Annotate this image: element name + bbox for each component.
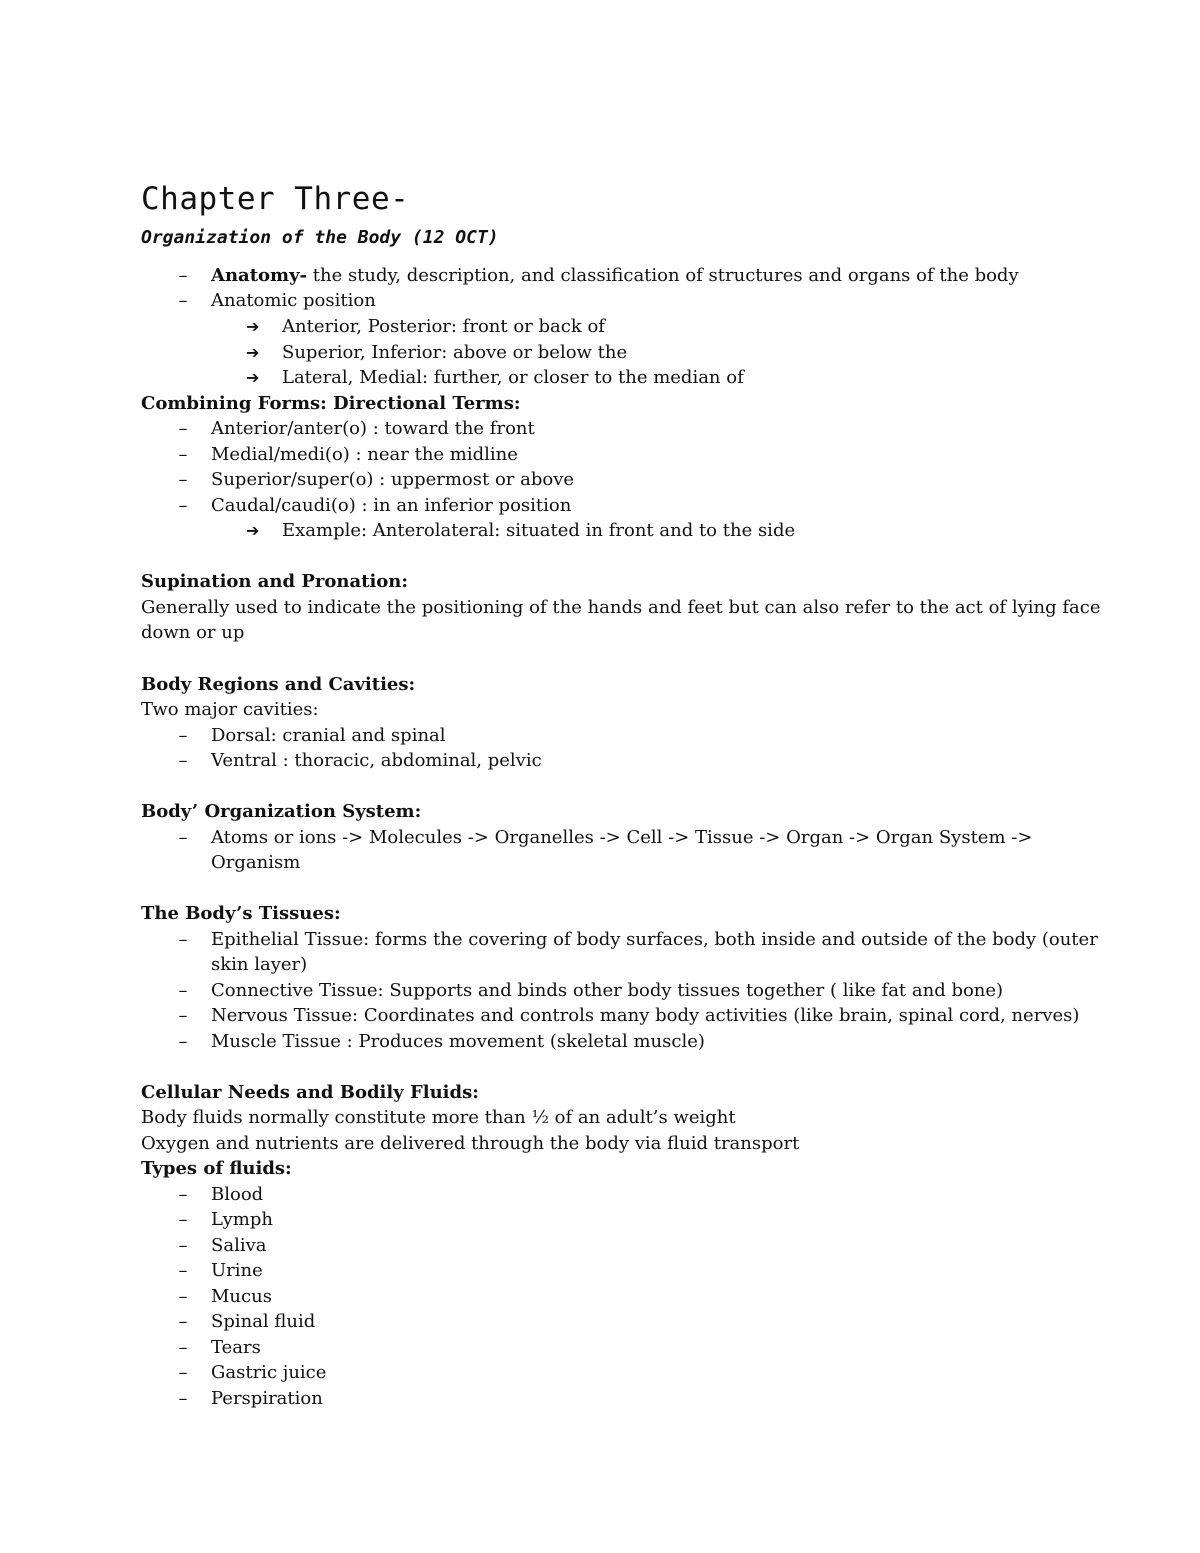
bullet-dash: – — [178, 929, 188, 950]
list-item: Tears — [211, 1337, 261, 1358]
section-heading-fluids: Cellular Needs and Bodily Fluids: — [141, 1082, 479, 1103]
bullet-dash: – — [178, 1031, 188, 1052]
arrow-bullet-icon: ➔ — [246, 343, 260, 362]
list-item: Superior/super(o) : uppermost or above — [211, 469, 575, 490]
list-item: Lymph — [211, 1209, 273, 1230]
sub-item: Lateral, Medial: further, or closer to the median of — [282, 367, 744, 388]
list-item: Epithelial Tissue: forms the covering of body surfaces, both inside and outside of the body (outer — [211, 929, 1098, 950]
page-subtitle: Organization of the Body (12 OCT) — [141, 227, 499, 248]
paragraph-line: Oxygen and nutrients are delivered through the body via fluid transport — [141, 1133, 800, 1154]
arrow-bullet-icon: ➔ — [246, 317, 260, 336]
list-item: Ventral : thoracic, abdominal, pelvic — [211, 750, 542, 771]
bullet-dash: – — [178, 1235, 188, 1256]
list-item: Gastric juice — [211, 1362, 327, 1383]
bullet-dash: – — [178, 1337, 188, 1358]
section-heading-body-regions: Body Regions and Cavities: — [141, 674, 416, 695]
paragraph-line: Generally used to indicate the positioning of the hands and feet but can also refer to the act of lying face — [141, 597, 1101, 618]
bullet-dash: – — [178, 495, 188, 516]
bullet-dash: – — [178, 1005, 188, 1026]
bullet-dash: – — [178, 444, 188, 465]
list-item-anatomic-position: Anatomic position — [211, 290, 376, 311]
bullet-dash: – — [178, 265, 188, 286]
paragraph-line: Two major cavities: — [141, 699, 319, 720]
section-heading-combining-forms: Combining Forms: Directional Terms: — [141, 393, 521, 414]
bullet-dash: – — [178, 1362, 188, 1383]
list-item: Blood — [211, 1184, 264, 1205]
list-item: Nervous Tissue: Coordinates and controls many body activities (like brain, spinal cord, nerves) — [211, 1005, 1080, 1026]
list-item: Perspiration — [211, 1388, 323, 1409]
section-heading-organization-system: Body’ Organization System: — [141, 801, 422, 822]
bullet-dash: – — [178, 827, 188, 848]
list-item: Atoms or ions -> Molecules -> Organelles -> Cell -> Tissue -> Organ -> Organ System -> — [211, 827, 1033, 848]
arrow-bullet-icon: ➔ — [246, 368, 260, 387]
bullet-dash: – — [178, 980, 188, 1001]
list-item: Anterior/anter(o) : toward the front — [211, 418, 535, 439]
list-item: Muscle Tissue : Produces movement (skeletal muscle) — [211, 1031, 705, 1052]
page-title: Chapter Three- — [141, 181, 410, 217]
list-item: Dorsal: cranial and spinal — [211, 725, 446, 746]
list-item: Saliva — [211, 1235, 267, 1256]
subheading-types-of-fluids: Types of fluids: — [141, 1158, 292, 1179]
section-heading-tissues: The Body’s Tissues: — [141, 903, 341, 924]
bullet-dash: – — [178, 418, 188, 439]
list-item: Urine — [211, 1260, 263, 1281]
arrow-bullet-icon: ➔ — [246, 521, 260, 540]
paragraph-line: down or up — [141, 622, 245, 643]
list-item-continuation: skin layer) — [211, 954, 308, 975]
bullet-dash: – — [178, 1209, 188, 1230]
bullet-dash: – — [178, 1388, 188, 1409]
list-item-continuation: Organism — [211, 852, 301, 873]
sub-item: Anterior, Posterior: front or back of — [282, 316, 605, 337]
list-item: Connective Tissue: Supports and binds other body tissues together ( like fat and bone) — [211, 980, 1004, 1001]
bullet-dash: – — [178, 1311, 188, 1332]
bullet-dash: – — [178, 1260, 188, 1281]
bullet-dash: – — [178, 290, 188, 311]
paragraph-line: Body fluids normally constitute more than ½ of an adult’s weight — [141, 1107, 736, 1128]
bullet-dash: – — [178, 1184, 188, 1205]
bullet-dash: – — [178, 1286, 188, 1307]
bullet-dash: – — [178, 725, 188, 746]
list-item-anatomy — [211, 265, 1019, 287]
list-item: Mucus — [211, 1286, 272, 1307]
sub-item-example: Example: Anterolateral: situated in front and to the side — [282, 520, 796, 541]
list-item: Spinal fluid — [211, 1311, 316, 1332]
bullet-dash: – — [178, 750, 188, 771]
anatomy-term: Anatomy- — [211, 265, 308, 286]
section-heading-supination: Supination and Pronation: — [141, 571, 409, 592]
list-item: Caudal/caudi(o) : in an inferior position — [211, 495, 572, 516]
sub-item: Superior, Inferior: above or below the — [282, 342, 628, 363]
anatomy-definition: the study, description, and classification of structures and organs of the body — [307, 265, 1019, 286]
list-item: Medial/medi(o) : near the midline — [211, 444, 518, 465]
bullet-dash: – — [178, 469, 188, 490]
